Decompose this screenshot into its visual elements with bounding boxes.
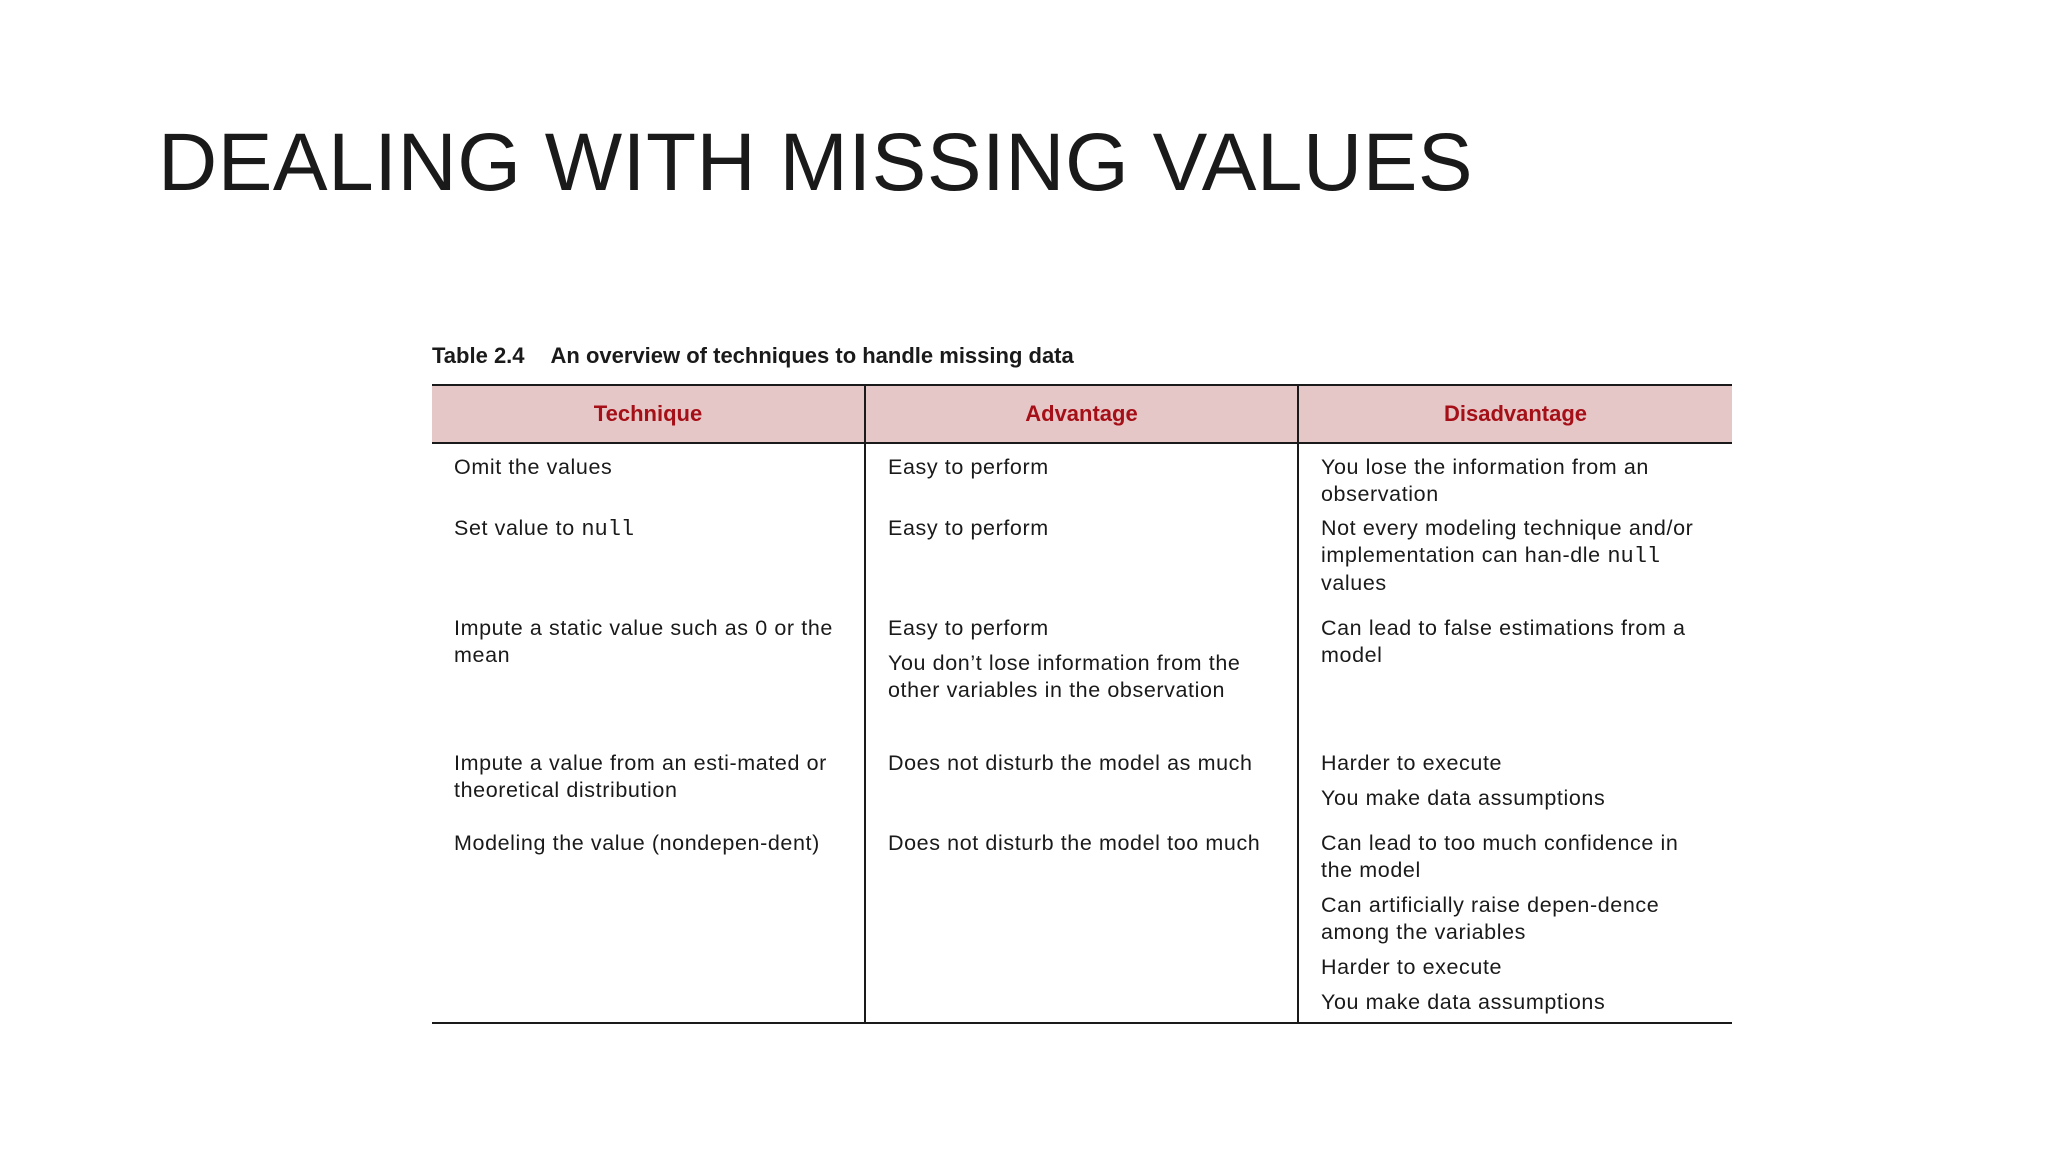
technique-text: Impute a value from an esti-mated or theoretical distribution (454, 751, 827, 802)
disadvantage-text: Can artificially raise depen-dence among the variables (1321, 893, 1660, 944)
technique-cell (432, 615, 865, 750)
disadvantage-cell (1298, 750, 1732, 830)
table-caption-label: Table 2.4 (432, 343, 525, 368)
technique-cell (432, 443, 865, 515)
table-row (432, 830, 1732, 1023)
table-row (432, 443, 1732, 515)
disadvantage-text: Can lead to false estimations from a model (1321, 616, 1686, 667)
disadvantage-cell (1298, 830, 1732, 1023)
advantage-cell (865, 830, 1298, 1023)
advantage-cell (865, 615, 1298, 750)
advantage-text: You don’t lose information from the other variables in the observation (888, 651, 1241, 702)
advantage-text: Does not disturb the model too much (888, 831, 1261, 855)
table-row (432, 515, 1732, 615)
advantage-cell (865, 443, 1298, 515)
disadvantage-suffix: values (1321, 571, 1387, 595)
disadvantage-cell (1298, 443, 1732, 515)
advantage-text: Does not disturb the model as much (888, 751, 1253, 775)
technique-cell (432, 830, 865, 1023)
technique-text (454, 515, 848, 543)
technique-cell (432, 750, 865, 830)
disadvantage-text: You make data assumptions (1321, 786, 1606, 810)
advantage-text: Easy to perform (888, 616, 1049, 640)
slide-title: DEALING WITH MISSING VALUES (158, 117, 1474, 208)
advantage-cell (865, 750, 1298, 830)
disadvantage-prefix: Not every modeling technique and/or implementation can han-dle (1321, 516, 1694, 567)
disadvantage-text (1321, 515, 1716, 597)
advantage-text: Easy to perform (888, 516, 1049, 540)
disadvantage-text: Harder to execute (1321, 955, 1503, 979)
disadvantage-cell (1298, 515, 1732, 615)
disadvantage-text: You lose the information from an observation (1321, 455, 1649, 506)
disadvantage-cell (1298, 615, 1732, 750)
technique-text: Modeling the value (nondepen-dent) (454, 831, 820, 855)
code-null: null (1607, 544, 1661, 569)
table-row (432, 750, 1732, 830)
technique-prefix: Set value to (454, 516, 582, 540)
technique-cell (432, 515, 865, 615)
header-technique: Technique (432, 385, 865, 443)
header-disadvantage: Disadvantage (1298, 385, 1732, 443)
table-caption-text: An overview of techniques to handle missing data (550, 343, 1074, 368)
technique-text: Omit the values (454, 455, 613, 479)
disadvantage-text: Harder to execute (1321, 751, 1503, 775)
table-header-row (432, 385, 1732, 443)
table-row (432, 615, 1732, 750)
code-null: null (581, 517, 635, 542)
table-caption (432, 343, 1074, 369)
header-advantage: Advantage (865, 385, 1298, 443)
disadvantage-text: Can lead to too much confidence in the model (1321, 831, 1679, 882)
technique-text: Impute a static value such as 0 or the mean (454, 616, 833, 667)
missing-data-techniques-table (432, 384, 1732, 1024)
disadvantage-text: You make data assumptions (1321, 990, 1606, 1014)
advantage-cell (865, 515, 1298, 615)
advantage-text: Easy to perform (888, 455, 1049, 479)
